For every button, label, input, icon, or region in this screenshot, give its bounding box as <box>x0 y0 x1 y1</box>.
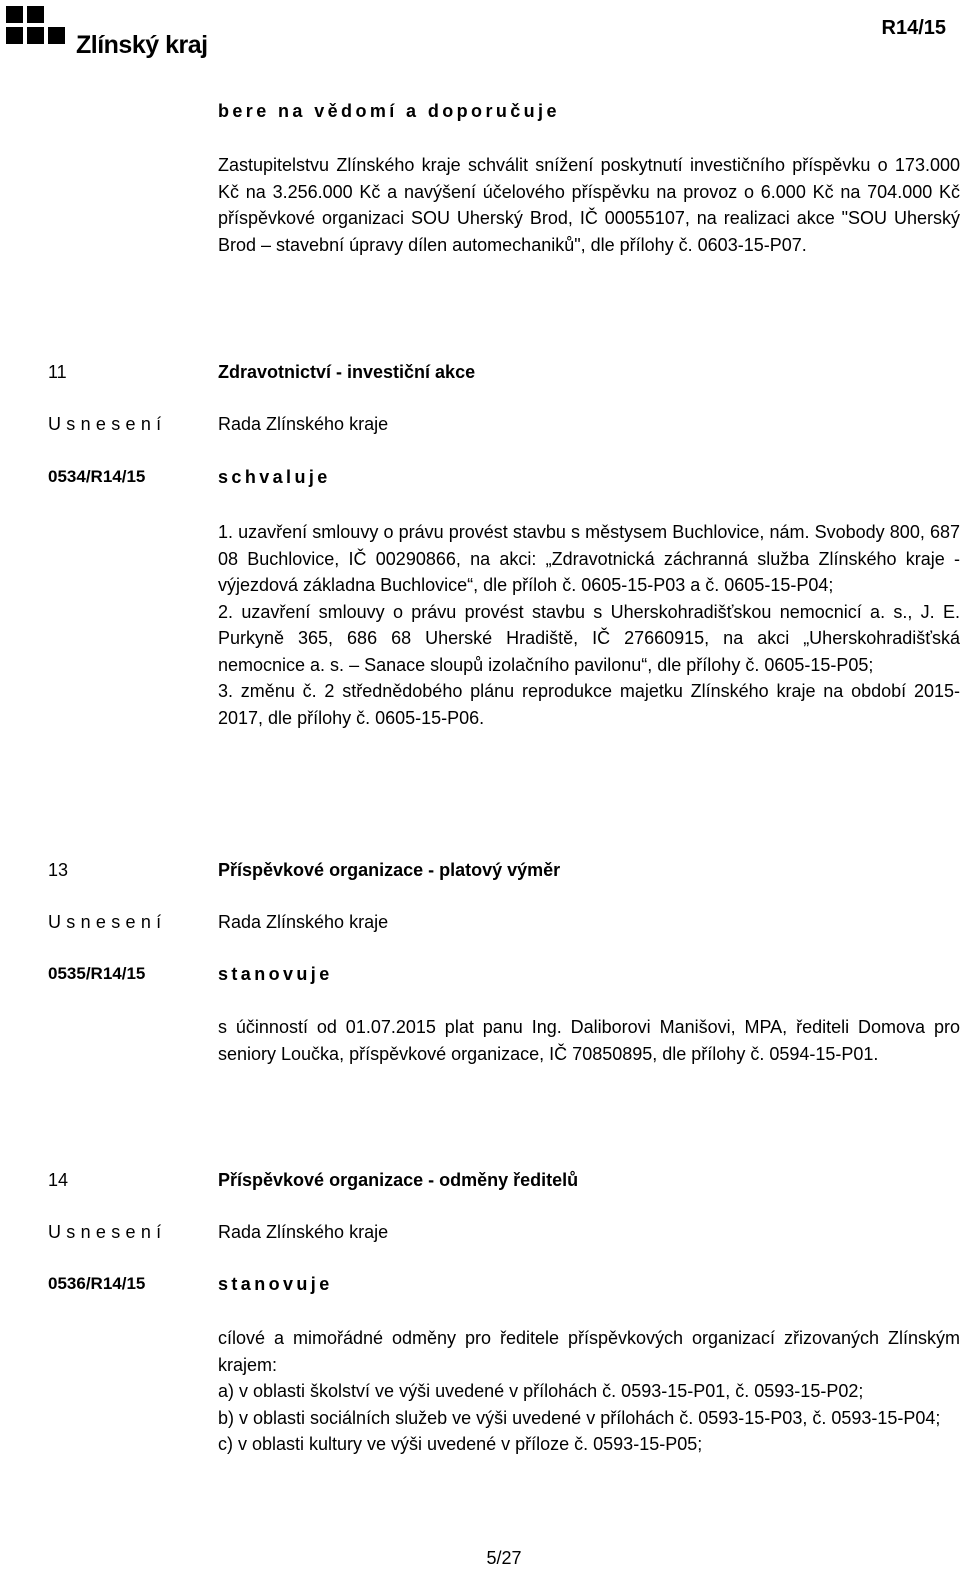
resolution-text <box>218 1014 960 1067</box>
section-title: Příspěvkové organizace - odměny ředitelů <box>218 1170 579 1190</box>
resolution-line: c) v oblasti kultury ve výši uvedené v příloze č. 0593-15-P05; <box>218 1434 703 1454</box>
usneseni-label: Usnesení <box>48 912 167 932</box>
usneseni-label: Usnesení <box>48 414 167 434</box>
issuing-body: Rada Zlínského kraje <box>218 1222 389 1242</box>
resolution-verb: schvaluje <box>218 467 331 487</box>
usneseni-label: Usnesení <box>48 1222 167 1242</box>
resolution-line: 1. uzavření smlouvy o právu provést stavbu s městysem Buchlovice, nám. Svobody 800, 687 08 Buchlovice, IČ 00290866, na akci: „Zdravotnická záchranná služba Zlínského kraje - výjezdová základna Buchlovice“, dle příloh č. 0605-15-P03 a č. 0605-15-P04; <box>218 522 960 595</box>
section-title: Zdravotnictví - investiční akce <box>218 362 476 382</box>
issuing-body: Rada Zlínského kraje <box>218 414 389 434</box>
section-number: 14 <box>48 1170 69 1190</box>
issuing-body: Rada Zlínského kraje <box>218 912 389 932</box>
resolution-line: b) v oblasti sociálních služeb ve výši uvedené v přílohách č. 0593-15-P03, č. 0593-15-P04; <box>218 1407 941 1428</box>
resolution-code: 0536/R14/15 <box>48 1274 146 1293</box>
document-code: R14/15 <box>881 17 946 39</box>
resolution-line: cílové a mimořádné odměny pro ředitele příspěvkových organizací zřizovaných Zlínským krajem: <box>218 1328 960 1375</box>
page-number: 5/27 <box>486 1548 522 1568</box>
resolution-code: 0534/R14/15 <box>48 467 146 486</box>
resolution-verb: stanovuje <box>218 964 333 984</box>
section-number: 13 <box>48 860 69 880</box>
resolution-code: 0535/R14/15 <box>48 964 146 983</box>
resolution-line: 3. změnu č. 2 střednědobého plánu reprodukce majetku Zlínského kraje na období 2015-2017, dle přílohy č. 0605-15-P06. <box>218 681 960 728</box>
section-number: 11 <box>48 362 67 382</box>
resolution-text <box>218 1325 960 1458</box>
resolution-verb: stanovuje <box>218 1274 333 1294</box>
resolution-text <box>218 519 960 731</box>
resolution-line: 2. uzavření smlouvy o právu provést stavbu s Uherskohradišťskou nemocnicí a. s., J. E. Purkyně 365, 686 68 Uherské Hradiště, IČ 27660915, na akci „Uherskohradišťská nemocnice a. s. – Sanace sloupů izolačního pavilonu“, dle přílohy č. 0605-15-P05; <box>218 601 960 675</box>
logo-text: Zlínský kraj <box>76 31 208 59</box>
resolution-line: s účinností od 01.07.2015 plat panu Ing. Daliborovi Manišovi, MPA, řediteli Domova pro seniory Loučka, příspěvkové organizace, IČ 70850895, dle přílohy č. 0594-15-P01. <box>218 1017 960 1064</box>
section-title: Příspěvkové organizace - platový výměr <box>218 860 561 880</box>
intro-text: Zastupitelstvu Zlínského kraje schválit snížení poskytnutí investičního příspěvku o 173.000 Kč na 3.256.000 Kč a navýšení účelového příspěvku na provoz o 6.000 Kč na 704.000 Kč příspěvkové organizaci SOU Uherský Brod, IČ 00055107, na realizaci akce "SOU Uherský Brod – stavební úpravy dílen automechaniků", dle přílohy č. 0603-15-P07. <box>218 155 960 255</box>
resolution-line: a) v oblasti školství ve výši uvedené v přílohách č. 0593-15-P01, č. 0593-15-P02; <box>218 1381 864 1401</box>
intro-verb: bere na vědomí a doporučuje <box>218 101 560 121</box>
